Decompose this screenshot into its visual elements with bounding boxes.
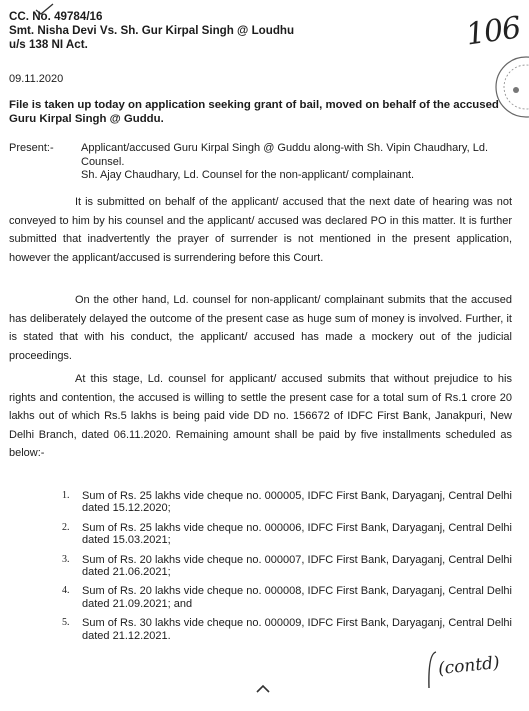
list-item: 4. Sum of Rs. 20 lakhs vide cheque no. 000008, IDFC First Bank, Daryaganj, Central Delhi dated 21.09.2021; and [62, 585, 512, 610]
present-applicant: Applicant/accused Guru Kirpal Singh @ Guddu along-with Sh. Vipin Chaudhary, Ld. Counsel. [81, 142, 488, 168]
lead-paragraph: File is taken up today on application seeking grant of bail, moved on behalf of the accused Guru Kirpal Singh @ Guddu. [9, 99, 499, 125]
paragraph-1 [9, 193, 512, 267]
case-section: u/s 138 NI Act. [9, 38, 88, 51]
paragraph-2 [9, 291, 512, 365]
caret-up-mark [256, 684, 270, 694]
list-item: 3. Sum of Rs. 20 lakhs vide cheque no. 000007, IDFC First Bank, Daryaganj, Central Delhi dated 21.06.2021; [62, 553, 512, 579]
list-item: 1. Sum of Rs. 25 lakhs vide cheque no. 000005, IDFC First Bank, Daryaganj, Central Delhi dated 15.12.2020; [62, 490, 512, 515]
list-item: 5. Sum of Rs. 30 lakhs vide cheque no. 000009, IDFC First Bank, Daryaganj, Central Delhi dated 21.12.2021. [62, 617, 512, 642]
handwritten-contd-note: (contd) [437, 652, 501, 680]
present-block [81, 142, 511, 183]
list-item: 2. Sum of Rs. 25 lakhs vide cheque no. 000006, IDFC First Bank, Daryaganj, Central Delhi dated 15.03.2021; [62, 521, 512, 547]
paragraph-1-text: It is submitted on behalf of the applicant/ accused that the next date of hearing was not conveyed to him by his counsel and the applicant/ accused was declared PO in this matter. It is further submitted that inadvertently the prayer of surrender is not mentioned in the present application, however the applicant/accused is surrendering before this Court. [9, 196, 512, 264]
paragraph-2-text: On the other hand, Ld. counsel for non-applicant/ complainant submits that the accused has deliberately delayed the outcome of the present case as huge sum of money is involved. Further, it is stated that with his conduct, the applicant/ accused has made a mockery out of the judicial proceedings. [9, 294, 512, 362]
paragraph-3 [9, 370, 512, 463]
case-parties: Smt. Nisha Devi Vs. Sh. Gur Kirpal Singh @ Loudhu [9, 24, 295, 37]
order-date: 09.11.2020 [9, 73, 64, 85]
handwritten-page-number: 106 [463, 10, 523, 53]
present-complainant-counsel: Sh. Ajay Chaudhary, Ld. Counsel for the non-applicant/ complainant. [81, 169, 415, 181]
paragraph-3-text: At this stage, Ld. counsel for applicant/ accused submits that without prejudice to his rights and contention, the accused is willing to settle the present case for a total sum of Rs.1 crore 20 lakhs out of which Rs.5 lakhs is being paid vide DD no. 156672 of IDFC First Bank, Janakpuri, New Delhi Branch, dated 06.11.2020. Remaining amount shall be paid by five installments scheduled as below:- [9, 373, 512, 460]
present-label: Present:- [9, 142, 54, 154]
installment-list [52, 490, 512, 649]
case-number: CC. No. 49784/16 [9, 10, 103, 23]
